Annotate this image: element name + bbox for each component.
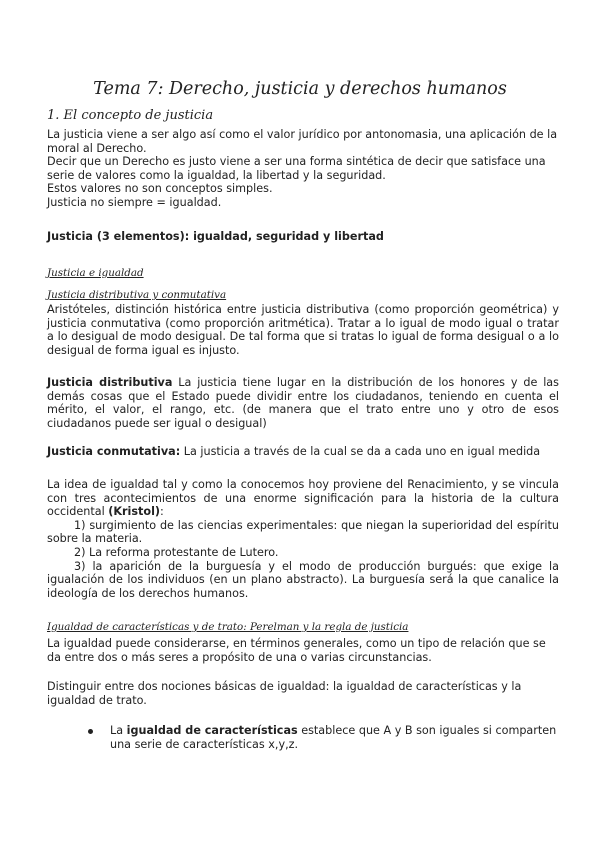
list-item: 2) La reforma protestante de Lutero. (74, 545, 279, 559)
paragraph-text: : (160, 505, 164, 519)
aristoteles-paragraph (47, 303, 559, 357)
subsection-heading: Igualdad de características y de trato: Perelman y la regla de justicia (47, 621, 409, 633)
paragraph: Justicia no siempre = igualdad. (47, 195, 222, 209)
distributiva-paragraph (47, 376, 559, 430)
section-heading: 1. El concepto de justicia (47, 108, 214, 123)
conmutativa-paragraph (47, 445, 559, 459)
paragraph-text: La idea de igualdad tal y como la conocemos hoy proviene del Renacimiento, y se vincula con tres acontecimientos de una enorme significación para la historia de la cultura occidental (47, 478, 559, 519)
paragraph: La igualdad puede considerarse, en términos generales, como un tipo de relación que se da entre dos o más seres a propósito de una o varias circunstancias. (47, 637, 546, 664)
paragraph: Distinguir entre dos nociones básicas de igualdad: la igualdad de características y la igualdad de trato. (47, 680, 522, 707)
list-item (88, 724, 560, 751)
paragraph: La justicia viene a ser algo así como el valor jurídico por antonomasia, una aplicación de la moral al Derecho. (47, 128, 558, 155)
page-title: Tema 7: Derecho, justicia y derechos humanos (93, 79, 507, 99)
bullet-text: La (110, 724, 127, 737)
bold-summary: Justicia (3 elementos): igualdad, seguridad y libertad (47, 230, 384, 243)
paragraph: Aristóteles, distinción histórica entre justicia distributiva (como proporción geométrica) y justicia conmutativa (como proporción aritmética). Tratar a lo igual de modo igual o tratar a lo desigual de modo desigual. De tal forma que si tratas lo igual de forma desigual o a lo desigual de forma igual es injusto. (47, 303, 559, 357)
term-text: La justicia a través de la cual se da a cada uno en igual medida (180, 445, 541, 458)
subsubsection-heading: Justicia distributiva y conmutativa (47, 289, 227, 301)
summary-line (47, 230, 559, 244)
bullet-text: establece que A y B son iguales si comparten una serie de características x,y,z. (110, 724, 557, 751)
term-label: Justicia distributiva (47, 376, 173, 389)
author-ref: (Kristol) (108, 505, 161, 519)
term-text: La justicia tiene lugar en la distribución de los honores y de las demás cosas que el Estado puede dividir entre los ciudadanos, teniendo en cuenta el mérito, el valor, el rango, etc. (de manera que el trato entre uno y otro de esos ciudadanos puede ser igual o desigual) (47, 376, 559, 430)
bullet-icon (88, 729, 93, 734)
nociones-paragraph (47, 680, 559, 707)
renacimiento-paragraph (47, 478, 559, 600)
subsection-heading: Justicia e igualdad (47, 267, 144, 279)
section1-body (47, 128, 559, 210)
list-item: 1) surgimiento de las ciencias experimentales: que niegan la superioridad del espíritu sobre la materia. (47, 518, 559, 546)
paragraph: Estos valores no son conceptos simples. (47, 182, 273, 196)
bullet-bold: igualdad de características (126, 724, 298, 737)
term-label: Justicia conmutativa: (47, 445, 181, 458)
perelman-paragraph (47, 637, 559, 664)
list-item: 3) la aparición de la burguesía y el modo de producción burgués: que exige la igualación de los individuos (en un plano abstracto). La burguesía será la que canalice la ideología de los derechos humanos. (47, 559, 559, 600)
paragraph: Decir que un Derecho es justo viene a ser una forma sintética de decir que satisface una serie de valores como la igualdad, la libertad y la seguridad. (47, 155, 546, 182)
